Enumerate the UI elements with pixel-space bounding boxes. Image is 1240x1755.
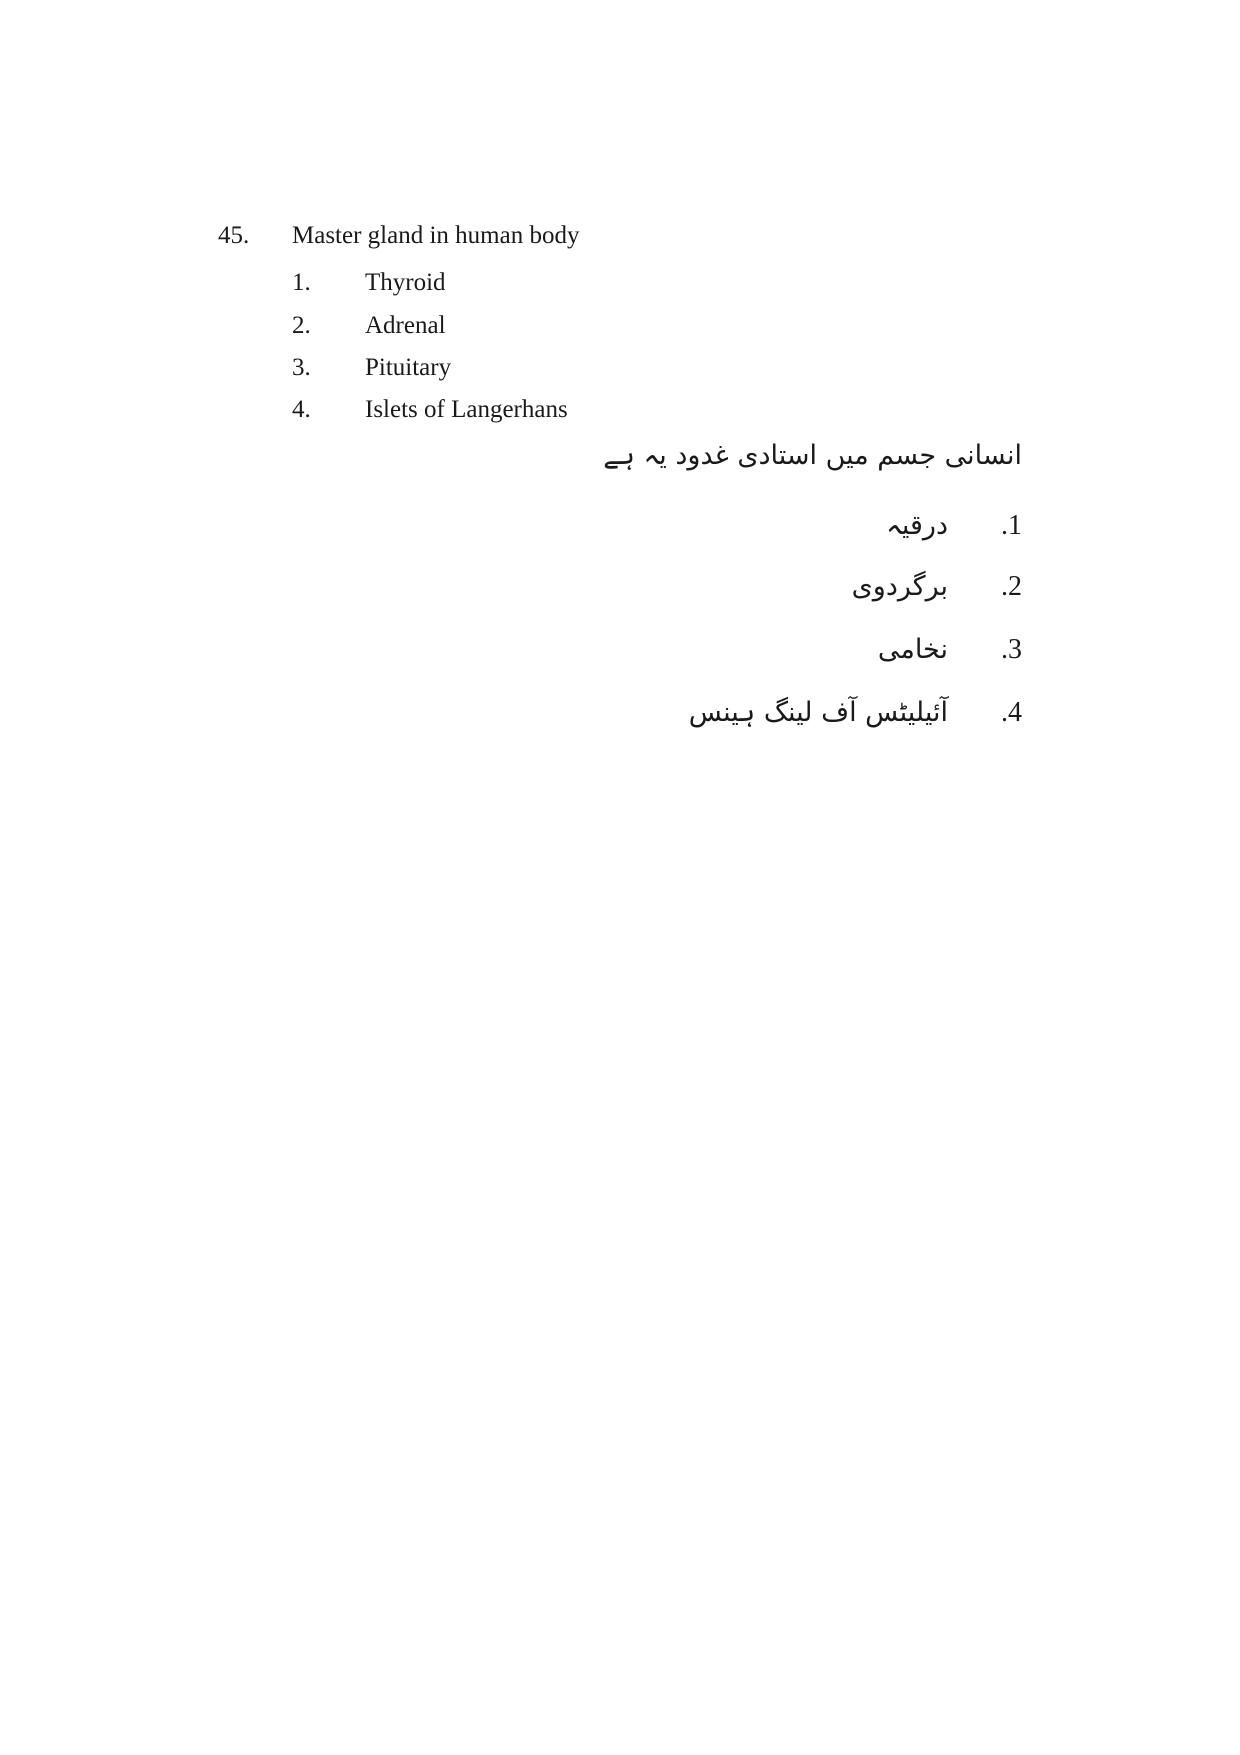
option-label: Islets of Langerhans: [365, 396, 568, 423]
question-number: 45.: [218, 222, 250, 249]
urdu-option-number: .3: [1001, 634, 1022, 665]
option-number: 2.: [292, 312, 311, 339]
option-number: 3.: [292, 354, 311, 381]
urdu-option-label: درقیہ: [886, 510, 948, 541]
option-4: [292, 394, 568, 426]
question-text: Master gland in human body: [292, 222, 580, 249]
urdu-option-number: .4: [1001, 697, 1022, 728]
urdu-option-4: [689, 693, 1022, 733]
option-3: [292, 352, 451, 384]
urdu-option-2: [852, 567, 1022, 607]
urdu-option-label: آئیلیٹس آف لینگ ہینس: [688, 697, 948, 728]
option-number: 4.: [292, 396, 311, 423]
option-label: Thyroid: [365, 269, 446, 296]
option-label: Pituitary: [365, 354, 452, 381]
urdu-option-label: برگردوی: [851, 571, 948, 602]
option-number: 1.: [292, 269, 311, 296]
urdu-option-3: [878, 630, 1022, 670]
option-1: [292, 267, 446, 299]
urdu-question-text: انسانی جسم میں استادی غدود یہ ہے: [603, 440, 1022, 471]
option-label: Adrenal: [365, 312, 446, 339]
urdu-option-number: .1: [1001, 510, 1022, 541]
urdu-option-1: [886, 506, 1022, 546]
urdu-option-label: نخامی: [877, 634, 948, 665]
urdu-option-number: .2: [1001, 571, 1022, 602]
option-2: [292, 310, 446, 342]
